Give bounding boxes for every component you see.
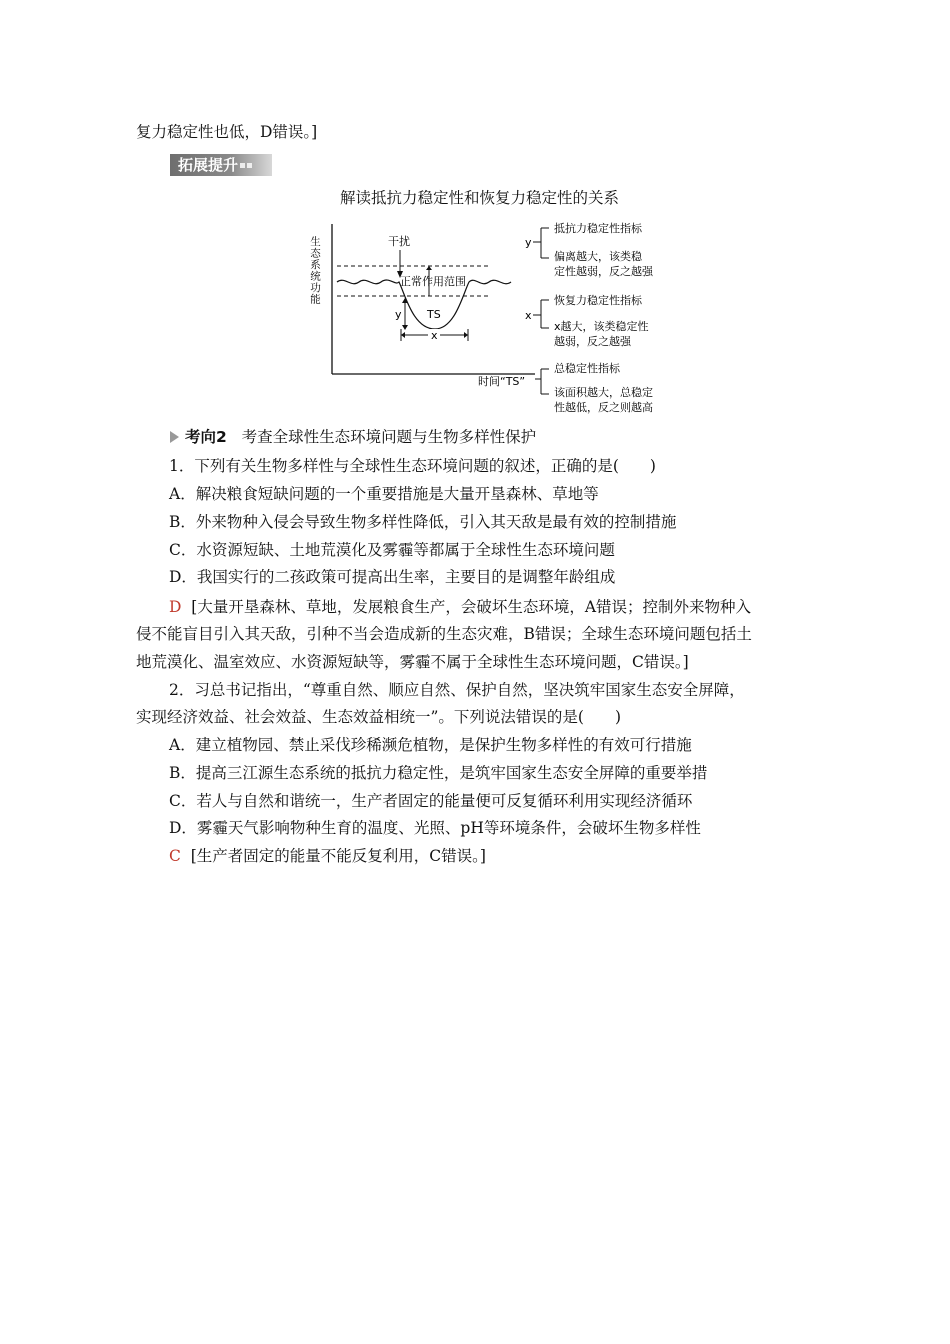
q1-option-d: D．我国实行的二孩政策可提高出生率，主要目的是调整年龄组成 (169, 568, 616, 586)
x-duration-mark: x (431, 329, 438, 342)
q2-option-c: C．若人与自然和谐统一，生产者固定的能量便可反复循环利用实现经济循环 (169, 792, 693, 810)
stability-diagram (305, 214, 685, 414)
q2-option-d: D．雾霾天气影响物种生育的温度、光照、pH等环境条件，会破坏生物多样性 (169, 819, 701, 837)
q1-answer: D (169, 598, 182, 616)
q1-stem: 1．下列有关生物多样性与全球性生态环境问题的叙述，正确的是( ) (169, 457, 656, 475)
q1-exp1: [大量开垦森林、草地，发展粮食生产，会破坏生态环境，A错误；控制外来物种入 (191, 598, 752, 616)
ts-legend-desc1: 该面积越大，总稳定 (554, 386, 653, 399)
triangle-icon (170, 431, 179, 443)
q1-option-a: A．解决粮食短缺问题的一个重要措施是大量开垦森林、草地等 (169, 485, 599, 503)
q2-exp: [生产者固定的能量不能反复利用，C错误。] (190, 847, 486, 865)
section-label: 考向2 (185, 428, 227, 446)
disturb-label: 干扰 (388, 235, 410, 248)
y-axis-label: 生态系统功能 (309, 236, 321, 305)
ts-legend-desc2: 性越低，反之则越高 (554, 401, 653, 414)
q1-option-c: C．水资源短缺、土地荒漠化及雾霾等都属于全球性生态环境问题 (169, 541, 615, 559)
q2-answer: C (169, 847, 181, 865)
q2-option-b: B．提高三江源生态系统的抵抗力稳定性，是筑牢国家生态安全屏障的重要举措 (169, 764, 708, 782)
q1-explanation-line2: 侵不能盲目引入其天敌，引种不当会造成新的生态灾难，B错误；全球生态环境问题包括土 (136, 625, 752, 643)
x-legend-desc2: 越弱，反之越强 (554, 335, 631, 348)
banner-label: 拓展提升 (178, 156, 239, 174)
banner-square-icon (247, 163, 252, 168)
q2-stem-line1: 2．习总书记指出，“尊重自然、顺应自然、保护自然，坚决筑牢国家生态安全屏障， (169, 681, 745, 699)
q2-explanation (169, 846, 486, 866)
y-legend-desc1: 偏离越大，该类稳 (554, 250, 642, 263)
x-axis-label: 时间“TS” (478, 375, 526, 388)
q1-explanation-line1 (169, 597, 751, 617)
ts-area-label: TS (427, 308, 441, 321)
y-legend-head: y (525, 236, 532, 249)
y-deviation-mark: y (395, 308, 402, 321)
figure-caption: 解读抵抗力稳定性和恢复力稳定性的关系 (340, 189, 620, 207)
y-legend-desc2: 定性越弱，反之越强 (554, 265, 653, 278)
continued-explanation: 复力稳定性也低，D错误。] (136, 123, 318, 141)
y-legend-title: 抵抗力稳定性指标 (554, 222, 642, 235)
q2-option-a: A．建立植物园、禁止采伐珍稀濒危植物，是保护生物多样性的有效可行措施 (169, 736, 692, 754)
x-legend-title: 恢复力稳定性指标 (554, 294, 642, 307)
section-title: 考查全球性生态环境问题与生物多样性保护 (241, 428, 537, 446)
section-banner (170, 154, 272, 176)
banner-square-icon (240, 163, 245, 168)
q2-stem-line2: 实现经济效益、社会效益、生态效益相统一”。下列说法错误的是( ) (136, 708, 622, 726)
q1-explanation-line3: 地荒漠化、温室效应、水资源短缺等，雾霾不属于全球性生态环境问题，C错误。] (136, 653, 689, 671)
ts-legend-title: 总稳定性指标 (554, 362, 620, 375)
x-legend-head: x (525, 309, 532, 322)
q1-option-b: B．外来物种入侵会导致生物多样性降低，引入其天敌是最有效的控制措施 (169, 513, 677, 531)
normal-range-label: 正常作用范围 (400, 275, 466, 288)
section-heading (170, 427, 536, 447)
x-legend-desc1: x越大，该类稳定性 (554, 320, 649, 333)
